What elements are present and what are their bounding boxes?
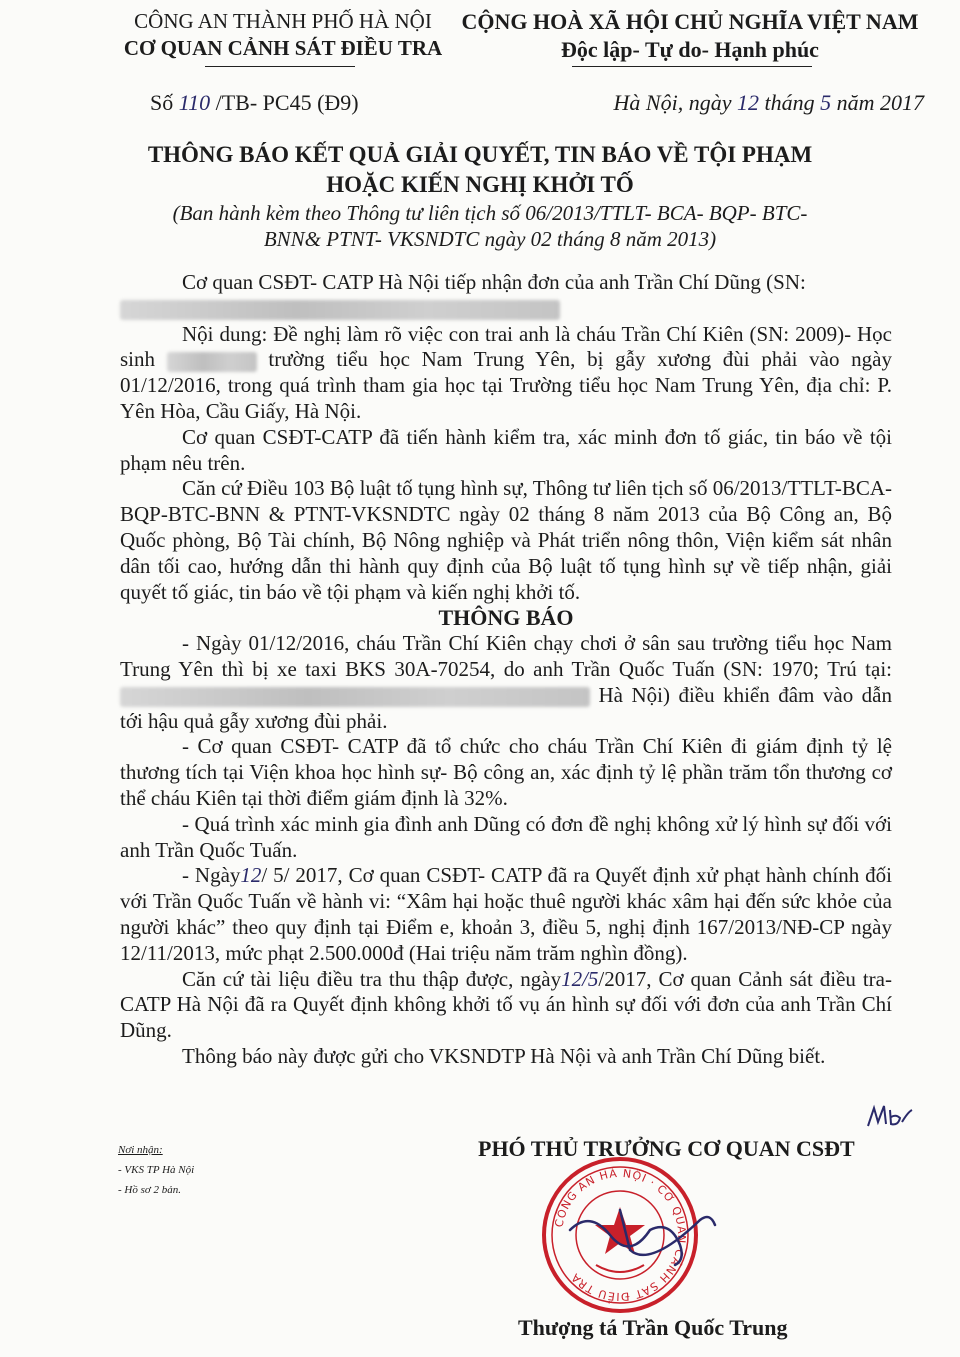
redacted-line <box>120 296 892 322</box>
handwritten-initials <box>864 1102 914 1132</box>
signer-name: Thượng tá Trần Quốc Trung <box>518 1315 788 1340</box>
handwritten-date: 12/5 <box>561 966 599 991</box>
redaction-blur <box>167 352 257 372</box>
paragraph-notification: Thông báo này được gửi cho VKSNDTP Hà Nội và anh Trần Chí Dũng biết. <box>182 1043 826 1068</box>
paragraph-content: Nội dung: Đề nghị làm rõ việc con trai anh là cháu Trần Chí Kiên (SN: 2009)- Học sinh trường tiểu học Nam Trung Yên, bị gẫy xương đùi phải vào ngày 01/12/2016, trong quá trình tham gia học tại Trường tiểu học Nam Trung Yên, địa chỉ: P. Yên Hòa, Cầu Giấy, Hà Nội. <box>120 321 892 423</box>
paragraph-legal-basis: Căn cứ Điều 103 Bộ luật tố tụng hình sự, Thông tư liên tịch số 06/2013/TTLT-BCA-BQP-BTC-BNN & PTNT-VKSNDTC ngày 02 tháng 8 năm 2013 của Bộ Công an, Bộ Quốc phòng, Bộ Tài chính, Bộ Nông nghiệp và Phát triển nông thôn, Viện kiểm sát nhân dân tối cao, hướng dẫn thi hành quy định của Bộ luật tố tụng hình sự về tiếp nhận, giải quyết tố giác, tin báo về tội phạm và kiến nghị khởi tố. <box>120 476 893 604</box>
handwritten-ref-number: 110 <box>178 90 211 115</box>
paragraph-intake: Cơ quan CSĐT- CATP Hà Nội tiếp nhận đơn của anh Trần Chí Dũng (SN: <box>182 270 806 294</box>
agency-header <box>118 8 448 62</box>
redaction-blur <box>120 300 560 320</box>
paragraph-penalty: - Ngày12/ 5/ 2017, Cơ quan CSĐT- CATP đã ra Quyết định xử phạt hành chính đối với Trần Quốc Tuấn về hành vi: “Xâm hại hoặc thuê người khác xâm hại đến sức khỏe của người khác” theo quy định tại Điểm e, khoản 3, điều 5, nghị định 167/2013/NĐ-CP ngày 12/11/2013, mức phạt 2.500.000đ (Hai triệu năm trăm nghìn đồng). <box>120 863 892 965</box>
document-title: THÔNG BÁO KẾT QUẢ GIẢI QUYẾT, TIN BÁO VỀ TỘI PHẠM HOẶC KIẾN NGHỊ KHỞI TỐ <box>147 142 813 197</box>
paragraph-family-request: - Quá trình xác minh gia đình anh Dũng có đơn đề nghị không xử lý hình sự đối với anh Trần Quốc Tuấn. <box>120 811 892 862</box>
paragraph-assessment: - Cơ quan CSĐT- CATP đã tổ chức cho cháu Trần Chí Kiên đi giám định tỷ lệ thương tích tại Viện khoa học hình sự- Bộ công an, xác định tỷ lệ phần trăm tổn thương cơ thể cháu Kiên tại thời điểm giám định là 32%. <box>120 734 892 810</box>
national-motto: Độc lập- Tự do- Hạnh phúc <box>561 37 819 62</box>
document-body <box>120 270 892 1070</box>
issue-date: Hà Nội, ngày 12 tháng 5 năm 2017 <box>613 90 924 115</box>
paragraph-incident: - Ngày 01/12/2016, cháu Trần Chí Kiên chạy chơi ở sân sau trường tiểu học Nam Trung Yên thì bị xe taxi BKS 30A-70254, do anh Trần Quốc Tuấn (SN: 1970; Trú tại: Hà Nội) điều khiển đâm vào dẫn tới hậu quả gẫy xương đùi phải. <box>120 631 893 733</box>
notice-heading: THÔNG BÁO <box>438 605 574 631</box>
agency-underline <box>205 66 355 67</box>
motto-underline <box>572 66 812 67</box>
document-subtitle: (Ban hành kèm theo Thông tư liên tịch số 06/2013/TTLT- BCA- BQP- BTC- BNN& PTNT- VKSNDTC ngày 02 tháng 8 năm 2013) <box>172 201 808 251</box>
agency-name: CÔNG AN THÀNH PHỐ HÀ NỘI <box>134 9 432 33</box>
svg-text:CÔNG AN HÀ NỘI · CƠ QUAN CẢNH: CÔNG AN HÀ NỘI · CƠ QUAN CẢNH SÁT ĐIỀU TRA <box>552 1166 689 1304</box>
paragraph-verification: Cơ quan CSĐT-CATP đã tiến hành kiểm tra, xác minh đơn tố giác, tin báo về tội phạm nêu trên. <box>120 424 892 475</box>
national-title: CỘNG HOÀ XÃ HỘI CHỦ NGHĨA VIỆT NAM <box>461 9 919 34</box>
paragraph-decision: Căn cứ tài liệu điều tra thu thập được, ngày12/5/2017, Cơ quan Cảnh sát điều tra- CATP Hà Nội đã ra Quyết định không khởi tố vụ án hình sự đối với đơn của anh Trần Chí Dũng. <box>120 966 892 1043</box>
handwritten-signature <box>560 1190 720 1270</box>
agency-department: CƠ QUAN CẢNH SÁT ĐIỀU TRA <box>123 36 443 60</box>
recipients-list: Nơi nhận: - VKS TP Hà Nội - Hồ sơ 2 bản. <box>118 1144 195 1196</box>
redaction-blur <box>120 687 590 707</box>
handwritten-month: 5 <box>820 90 832 115</box>
national-header <box>455 8 925 64</box>
handwritten-day: 12 <box>736 90 759 115</box>
reference-number: Số 110 /TB- PC45 (Đ9) <box>150 90 359 115</box>
signer-title: PHÓ THỦ TRƯỞNG CƠ QUAN CSĐT <box>478 1136 855 1161</box>
handwritten-day: 12 <box>240 863 262 888</box>
